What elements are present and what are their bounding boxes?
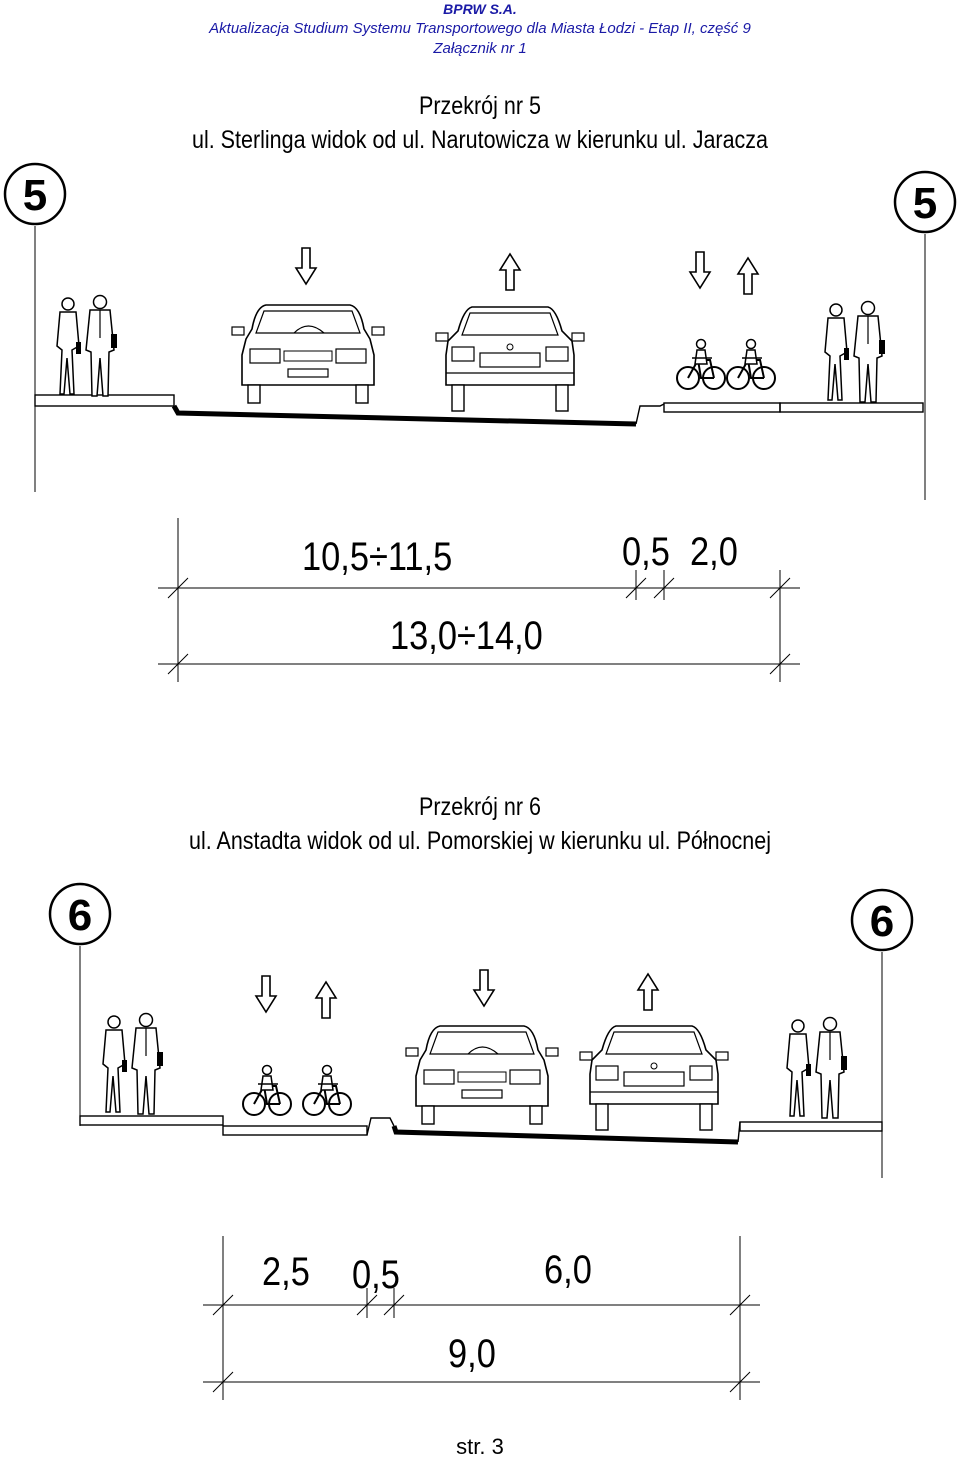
section-6-dim-total: 9,0 [448, 1332, 496, 1376]
bicycle-icon [303, 1066, 351, 1116]
arrow-up-icon [316, 982, 336, 1018]
section-5-subtitle: ul. Sterlinga widok od ul. Narutowicza w kierunku ul. Jaracza [191, 126, 768, 154]
section-5-dim-separator: 0,5 [622, 530, 670, 574]
arrow-up-icon [500, 254, 520, 290]
arrow-up-icon [638, 974, 658, 1010]
arrow-down-icon [256, 976, 276, 1012]
pedestrians-icon [825, 302, 885, 403]
attachment-label: Załącznik nr 1 [433, 40, 527, 57]
bicycle-icon [727, 340, 775, 390]
pedestrians-icon [787, 1018, 847, 1119]
section-5-profile [35, 395, 923, 424]
arrow-down-icon [690, 252, 710, 288]
section-5-marker-right [895, 172, 955, 500]
section-6-marker-right [852, 890, 912, 1178]
section-5-dim-total: 13,0÷14,0 [390, 614, 543, 658]
section-6-dim-roadway: 6,0 [544, 1248, 592, 1292]
project-title: Aktualizacja Studium Systemu Transportowego dla Miasta Łodzi - Etap II, część 9 [209, 20, 751, 37]
arrow-down-icon [296, 248, 316, 284]
company-name: BPRW S.A. [443, 1, 517, 17]
section-6-dim-separator: 0,5 [352, 1253, 400, 1297]
section-5-dim-bikepath: 2,0 [690, 530, 738, 574]
section-5-number-right: 5 [912, 179, 938, 228]
section-6-dim-bikepath: 2,5 [262, 1250, 310, 1294]
section-6-profile [80, 1116, 882, 1142]
pedestrians-icon [57, 296, 117, 397]
section-5-title: Przekrój nr 5 [419, 92, 541, 120]
car-front-icon [406, 1026, 558, 1124]
section-5-number-left: 5 [22, 171, 48, 220]
section-6-marker-left [50, 884, 110, 1126]
pedestrians-icon [103, 1014, 163, 1115]
section-6-subtitle: ul. Anstadta widok od ul. Pomorskiej w kierunku ul. Północnej [188, 827, 772, 855]
arrow-down-icon [474, 970, 494, 1006]
page-number: str. 3 [456, 1434, 504, 1459]
section-6-title: Przekrój nr 6 [419, 793, 541, 821]
bicycle-icon [243, 1066, 291, 1116]
section-5-dim-roadway: 10,5÷11,5 [302, 535, 453, 579]
bicycle-icon [677, 340, 725, 390]
section-6-number-left: 6 [67, 891, 93, 940]
car-rear-icon [580, 1026, 728, 1130]
section-6-number-right: 6 [869, 897, 895, 946]
car-front-icon [232, 305, 384, 403]
car-rear-icon [436, 307, 584, 411]
section-5-marker-left [5, 164, 65, 492]
arrow-up-icon [738, 258, 758, 294]
